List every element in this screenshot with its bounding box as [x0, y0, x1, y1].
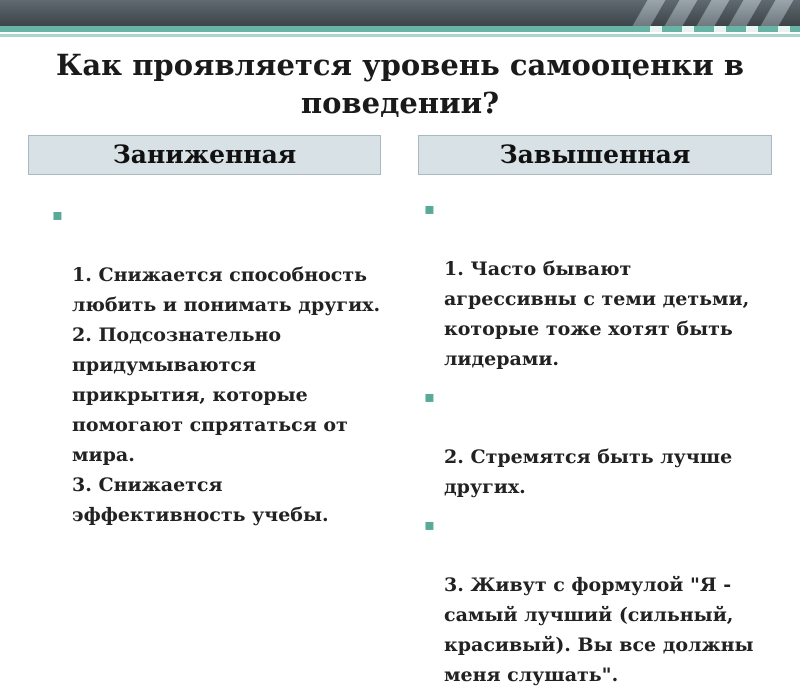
decorative-tab: [760, 0, 793, 26]
list-item-text: 2. Стремятся быть лучше других.: [444, 446, 733, 498]
decorative-tab: [664, 0, 697, 26]
accent-segment: [682, 26, 694, 32]
top-decorative-bar: [0, 0, 800, 26]
list-item: [424, 382, 764, 502]
bullet-dot-icon: ▪: [424, 199, 435, 218]
bullet-dot-icon: ▪: [424, 387, 435, 406]
low-self-esteem-list: [52, 200, 382, 538]
list-item-text: 1. Часто бывают агрессивны с теми детьми, которые тоже хотят быть лидерами.: [444, 258, 750, 370]
list-item: [424, 194, 764, 374]
list-item: [52, 200, 382, 530]
accent-stripe: [0, 26, 800, 32]
column-header-high: Завышенная: [418, 135, 772, 175]
list-item-text: 3. Живут с формулой "Я - самый лучший (сильный, красивый). Вы все должны меня слушать".: [444, 574, 754, 686]
column-header-low: Заниженная: [28, 135, 381, 175]
bullet-dot-icon: ▪: [52, 205, 63, 224]
accent-segment: [650, 26, 662, 32]
decorative-tab: [728, 0, 761, 26]
slide-title: Как проявляется уровень самооценки в поведении?: [55, 48, 744, 120]
accent-subline: [0, 34, 800, 37]
decorative-tab: [632, 0, 665, 26]
accent-segment: [778, 26, 790, 32]
bullet-dot-icon: ▪: [424, 515, 435, 534]
decorative-tab: [696, 0, 729, 26]
list-item: [424, 510, 764, 690]
high-self-esteem-list: [424, 194, 764, 698]
list-item-text: 1. Снижается способность любить и понимать других. 2. Подсознательно придумываются прикрытия, которые помогают спрятаться от мира. 3. Снижается эффективность учебы.: [72, 264, 381, 526]
accent-segment: [746, 26, 758, 32]
accent-segment: [714, 26, 726, 32]
